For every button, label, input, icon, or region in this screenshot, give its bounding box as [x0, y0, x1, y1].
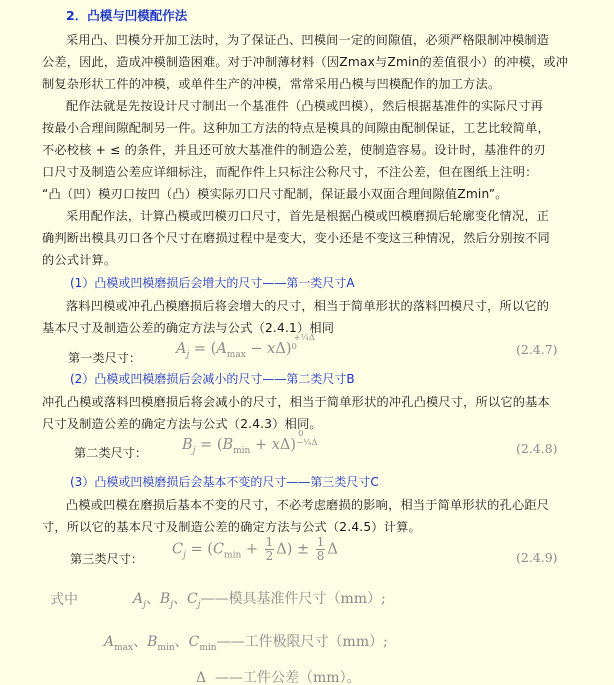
- case1-label: 第一类尺寸：: [68, 351, 142, 365]
- method-line-2: 按最小合理间隙配制另一件。这种加工方法的特点是模具的间隙由配制保证，工艺比较简单，: [42, 121, 550, 135]
- method-line-1: 配作法就是先按设计尺寸制出一个基准件（凸模或凹模），然后根据基准件的实际尺寸再: [66, 99, 544, 113]
- case1-eq-number: (2.4.7): [516, 342, 558, 357]
- case2-formula: $B_j = (B_{min} + x\Delta)0$ −¼Δ: [182, 429, 318, 456]
- case3-eq-number: (2.4.9): [516, 550, 558, 565]
- case1-formula: $A_j = (A_{max}$ − xΔ)+¼Δ 0: [176, 333, 315, 360]
- legend-text-2: ——工件极限尺寸（mm）;: [216, 634, 388, 650]
- case3-line-1: 凸模或凹模在磨损后基本不变的尺寸，不必考虑磨损的影响，相当于简单形状的孔心距尺: [66, 498, 550, 512]
- case3-label: 第三类尺寸：: [70, 552, 144, 566]
- case1-line-1: 落料凹模或冲孔凸模磨损后将会增大的尺寸，相当于简单形状的落料凹模尺寸，所以它的: [66, 299, 550, 313]
- case3-heading: (3）凸模或凹模磨损后会基本不变的尺寸——第三类尺寸C: [70, 475, 379, 489]
- intro-line-2: 公差，因此，造成冲模制造困难。对于冲制薄材料（因Zmax与Zmin的差值很小）的冲模，或冲: [42, 55, 569, 69]
- intro-line-3: 制复杂形状工件的冲模，或单件生产的冲模，常常采用凸模与凹模配作的加工方法。: [42, 77, 501, 91]
- intro-line-1: 采用凸、凹模分开加工法时，为了保证凸、凹模间一定的间隙值，必须严格限制冲模制造: [66, 33, 550, 47]
- case2-heading: (2）凸模或凹模磨损后会减小的尺寸——第二类尺寸B: [70, 372, 355, 386]
- legend-text-1: ——模具基准件尺寸（mm）;: [200, 591, 386, 607]
- case3-formula: $C_j = (C_{min}$ + $\frac{1}{2}$ Δ) ± $\frac{1}{8}$ Δ: [172, 535, 338, 563]
- legend-text-3: ——工件公差（mm）。: [215, 670, 361, 685]
- case2-eq-number: (2.4.8): [516, 441, 558, 456]
- section-heading: 2．凸模与凹模配作法: [66, 8, 188, 23]
- legend-row-3: Δ ——工件公差（mm）。: [196, 670, 361, 685]
- method-line-4: 口尺寸及制造公差应详细标注，而配作件上只标注公称尺寸，不注公差，但在图纸上注明：: [42, 165, 538, 179]
- case1-line-2: 基本尺寸及制造公差的确定方法与公式（2.4.1）相同: [42, 321, 335, 335]
- case2-line-1: 冲孔凸模或落料凹模磨损后将会减小的尺寸，相当于简单形状的冲孔凸模尺寸，所以它的基本: [42, 395, 550, 409]
- legend-row-1: $A_j$、$B_j$、$C_j——$模具基准件尺寸（mm）;: [133, 591, 386, 610]
- case1-heading: (1）凸模或凹模磨损后会增大的尺寸——第一类尺寸A: [70, 276, 355, 290]
- legend-prefix: 式中: [50, 592, 78, 608]
- calc-line-3: 的公式计算。: [42, 253, 117, 267]
- calc-line-1: 采用配作法，计算凸模或凹模刃口尺寸，首先是根据凸模或凹模磨损后轮廓变化情况，正: [66, 209, 550, 223]
- case2-line-2: 尺寸及制造公差的确定方法与公式（2.4.3）相同。: [42, 417, 322, 431]
- method-line-3: 不必校核 + ≤ 的条件，并且还可放大基准件的制造公差，使制造容易。设计时，基准件的刃: [42, 143, 546, 157]
- calc-line-2: 确判断出模具刃口各个尺寸在磨损过程中是变大，变小还是不变这三种情况，然后分别按不同: [42, 231, 550, 245]
- case3-line-2: 寸，所以它的基本尺寸及制造公差的确定方法与公式（2.4.5）计算。: [42, 520, 421, 534]
- legend-row-2: $A_{max}$、$B_{min}$、$C_{min}——$工件极限尺寸（mm）;: [104, 634, 388, 653]
- method-line-5: “凸（凹）模刃口按凹（凸）模实际刃口尺寸配制，保证最小双面合理间隙值Zmin”。: [42, 187, 508, 201]
- case2-label: 第二类尺寸：: [74, 446, 148, 460]
